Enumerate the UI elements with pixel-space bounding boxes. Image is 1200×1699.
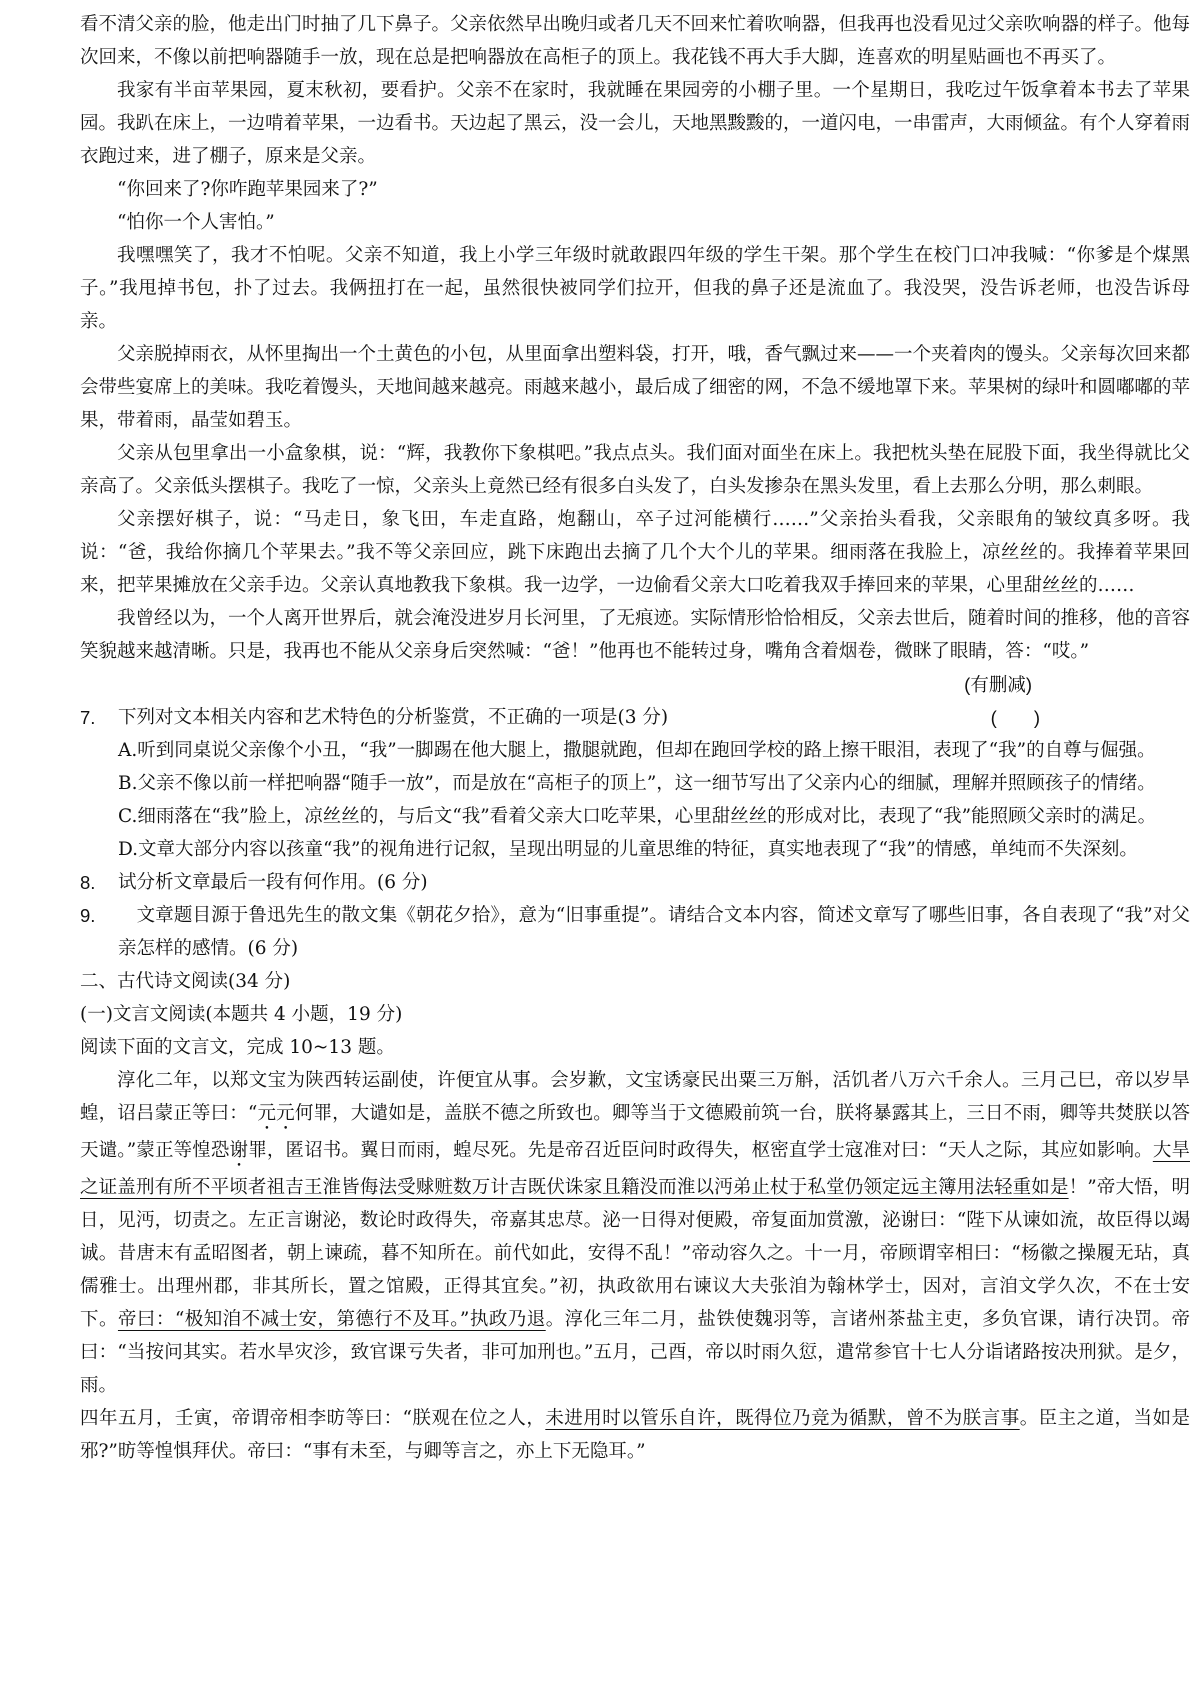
question-number: 9. — [80, 905, 96, 926]
story-dialogue: “你回来了?你咋跑苹果园来了?” — [117, 179, 378, 200]
question-number: 8. — [80, 872, 96, 893]
question-8 — [80, 866, 1190, 899]
story-paragraph: 我家有半亩苹果园，夏末秋初，要看护。父亲不在家时，我就睡在果园旁的小棚子里。一个星期日，我吃过午饭拿着本书去了苹果园。我趴在床上，一边啃着苹果，一边看书。天边起了黑云，没一会儿，天地黑黢黢的，一道闪电，一串雷声，大雨倾盆。有个人穿着雨衣跑过来，进了棚子，原来是父亲。 — [80, 80, 1191, 167]
underlined-sentence: 帝曰：“极知洎不减士安，第德行不及耳。”执政乃退 — [117, 1309, 546, 1330]
question-stem: 下列对文本相关内容和艺术特色的分析鉴赏，不正确的一项是(3 分) — [118, 707, 669, 728]
story-paragraph: 我嘿嘿笑了，我才不怕呢。父亲不知道，我上小学三年级时就敢跟四年级的学生干架。那个学生在校门口冲我喊：“你爹是个煤黑子。”我甩掉书包，扑了过去。我俩扭打在一起，虽然很快被同学们拉开，但我的鼻子还是流血了。我没哭，没告诉老师，也没告诉母亲。 — [80, 245, 1190, 332]
dotted-word: 谢 — [229, 1140, 249, 1161]
question-stem: 文章题目源于鲁迅先生的散文集《朝花夕拾》，意为“旧事重提”。请结合文本内容，简述文章写了哪些旧事，各自表现了“我”对父亲怎样的感情。(6 分) — [118, 905, 1190, 959]
story-paragraph: 父亲从包里拿出一小盒象棋，说：“辉，我教你下象棋吧。”我点点头。我们面对面坐在床上。我把枕头垫在屁股下面，我坐得就比父亲高了。父亲低头摆棋子。我吃了一惊，父亲头上竟然已经有很多白头发了，白头发掺杂在黑头发里，看上去那么分明，那么刺眼。 — [80, 443, 1190, 497]
classical-paragraph: 淳化二年，以郑文宝为陕西转运副使，许便宜从事。会岁歉，文宝诱豪民出粟三万斛，活饥者八万六千余人。三月己巳，帝以岁旱蝗，诏吕蒙正等曰：“元元何罪，大谴如是，盖朕不德之所致也。卿等当于文德殿前筑一台，朕将暴露其上，三日不雨，卿等共焚朕以答天谴。”蒙正等惶恐谢罪，匿诏书。翼日而雨，蝗尽死。先是帝召近臣问时政得失，枢密直学士寇准对曰：“天人之际，其应如影响。大旱之证盖刑有所不平顷者祖吉王淮皆侮法受赇赃数万计吉既伏诛家且籍没而淮以沔弟止杖于私堂仍领定远主簿用法轻重如是！”帝大悟，明日，见沔，切责之。左正言谢泌，数论时政得失，帝嘉其忠荩。泌一日得对便殿，帝复面加赏激，泌谢曰：“陛下从谏如流，故臣得以竭诚。昔唐末有孟昭图者，朝上谏疏，暮不知所在。前代如此，安得不乱！”帝动容久之。十一月，帝顾谓宰相曰：“杨徽之操履无玷，真儒雅士。出理州郡，非其所长，置之馆殿，正得其宜矣。”初，执政欲用右谏议大夫张洎为翰林学士，因对，言洎文学久次，不在士安下。帝曰：“极知洎不减士安，第德行不及耳。”执政乃退。淳化三年二月，盐铁使魏羽等，言诸州茶盐主吏，多负官课，请行决罚。帝曰：“当按问其实。若水旱灾沴，致官课亏失者，非可加刑也。”五月，己酉，帝以时雨久愆，遣常参官十七人分诣诸路按决刑狱。是夕，雨。 — [80, 1070, 1190, 1396]
question-9 — [80, 899, 1190, 965]
story-paragraph: 看不清父亲的脸，他走出门时抽了几下鼻子。父亲依然早出晚归或者几天不回来忙着吹响器，但我再也没看见过父亲吹响器的样子。他每次回来，不像以前把响器随手一放，现在总是把响器放在高柜子的顶上。我花钱不再大手大脚，连喜欢的明星贴画也不再买了。 — [80, 14, 1191, 68]
question-7 — [80, 701, 1190, 866]
story-paragraph: 父亲脱掉雨衣，从怀里掏出一个土黄色的小包，从里面拿出塑料袋，打开，哦，香气飘过来——一个夹着肉的馒头。父亲每次回来都会带些宴席上的美味。我吃着馒头，天地间越来越亮。雨越来越小，最后成了细密的网，不急不缓地罩下来。苹果树的绿叶和圆嘟嘟的苹果，带着雨，晶莹如碧玉。 — [80, 344, 1191, 431]
option-c: C.细雨落在“我”脸上，凉丝丝的，与后文“我”看着父亲大口吃苹果，心里甜丝丝的形成对比，表现了“我”能照顾父亲时的满足。 — [118, 806, 1157, 827]
section-heading: 二、古代诗文阅读(34 分) — [80, 971, 291, 992]
story-paragraph: 父亲摆好棋子，说：“马走日，象飞田，车走直路，炮翻山，卒子过河能横行……”父亲抬头看我，父亲眼角的皱纹真多呀。我说：“爸，我给你摘几个苹果去。”我不等父亲回应，跳下床跑出去摘了几个大个儿的苹果。细雨落在我脸上，凉丝丝的。我捧着苹果回来，把苹果摊放在父亲手边。父亲认真地教我下象棋。我一边学，一边偷看父亲大口吃着我双手捧回来的苹果，心里甜丝丝的…… — [80, 509, 1190, 596]
classical-passage — [80, 1064, 1190, 1468]
underlined-sentence: 未进用时以管乐自许，既得位乃竞为循默，曾不为朕言事 — [545, 1408, 1020, 1429]
reading-instruction: 阅读下面的文言文，完成 10~13 题。 — [80, 1037, 395, 1058]
classical-paragraph: 四年五月，壬寅，帝谓帝相李昉等曰：“朕观在位之人，未进用时以管乐自许，既得位乃竞为循默，曾不为朕言事。臣主之道，当如是邪?”昉等惶惧拜伏。帝曰：“事有未至，与卿等言之，亦上下无隐耳。” — [80, 1408, 1190, 1462]
story-passage — [80, 8, 1190, 701]
question-number: 7. — [80, 707, 96, 728]
underlined-sentence: 大旱之证盖刑有所不平顷者祖吉王淮皆侮法受赇赃数万计吉既伏诛家且籍没而淮以沔弟止杖于私堂仍领定远主簿用法轻重如是 — [80, 1140, 1190, 1198]
story-paragraph: 我曾经以为，一个人离开世界后，就会淹没进岁月长河里，了无痕迹。实际情形恰恰相反，父亲去世后，随着时间的推移，他的音容笑貌越来越清晰。只是，我再也不能从父亲身后突然喊：“爸！”他再也不能转过身，嘴角含着烟卷，微眯了眼睛，答：“哎。” — [80, 608, 1191, 662]
option-a: A.听到同桌说父亲像个小丑，“我”一脚踢在他大腿上，撒腿就跑，但却在跑回学校的路上擦干眼泪，表现了“我”的自尊与倔强。 — [118, 740, 1156, 761]
abridged-note: (有删减) — [964, 674, 1032, 695]
answer-blank: ( ) — [990, 707, 1040, 728]
option-b: B.父亲不像以前一样把响器“随手一放”，而是放在“高柜子的顶上”，这一细节写出了父亲内心的细腻，理解并照顾孩子的情绪。 — [118, 773, 1156, 794]
subsection-heading: (一)文言文阅读(本题共 4 小题，19 分) — [80, 1004, 403, 1025]
option-d: D.文章大部分内容以孩童“我”的视角进行记叙，呈现出明显的儿童思维的特征，真实地表现了“我”的情感，单纯而不失深刻。 — [118, 839, 1138, 860]
story-dialogue: “怕你一个人害怕。” — [117, 212, 275, 233]
dotted-word: 元元 — [257, 1103, 295, 1124]
question-stem: 试分析文章最后一段有何作用。(6 分) — [118, 872, 428, 893]
